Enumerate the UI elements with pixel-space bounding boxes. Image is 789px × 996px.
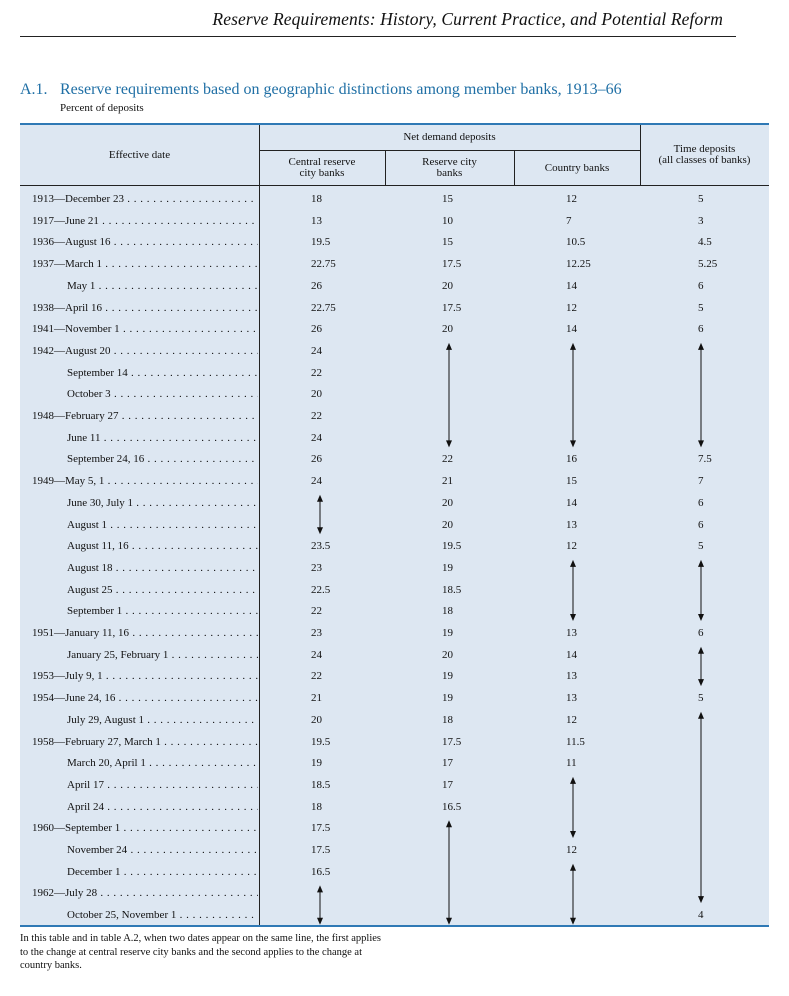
value-cell-rc: 20 xyxy=(442,518,453,531)
header-country-banks: Country banks xyxy=(544,161,610,174)
header-rule xyxy=(20,36,736,37)
value-cell-td: 6 xyxy=(698,496,704,509)
continuation-arrow xyxy=(698,343,704,448)
effective-date-cell: September 24, 16 . . . xyxy=(67,453,258,465)
value-cell-crc: 26 xyxy=(311,323,322,336)
value-cell-crc: 13 xyxy=(311,214,322,227)
value-cell-rc: 17 xyxy=(442,757,453,770)
effective-date-cell: April 24 . . . xyxy=(67,801,258,813)
continuation-arrow xyxy=(570,864,576,925)
value-cell-cb: 12 xyxy=(566,193,577,205)
value-cell-cb: 12 xyxy=(566,301,577,314)
effective-date-cell: 1954—June 24, 16 . . . xyxy=(32,692,258,704)
effective-date-cell: June 11 . . . xyxy=(67,432,258,444)
continuation-arrow xyxy=(317,495,323,534)
continuation-arrow xyxy=(570,343,576,448)
effective-date-cell: August 11, 16 . . . xyxy=(67,540,258,552)
value-cell-rc: 15 xyxy=(442,193,453,205)
effective-date-cell: 1942—August 20 . . . xyxy=(32,345,258,357)
value-cell-cb: 16 xyxy=(566,453,577,466)
continuation-arrow xyxy=(570,560,576,621)
value-cell-cb: 14 xyxy=(566,496,577,509)
value-cell-crc: 20 xyxy=(311,713,322,726)
effective-date-cell: 1962—July 28 . . . xyxy=(32,887,258,899)
table-number: A.1. xyxy=(20,81,48,98)
value-cell-crc: 17.5 xyxy=(311,822,331,835)
value-cell-crc: 19.5 xyxy=(311,236,331,249)
effective-date-cell: 1948—February 27 . . . xyxy=(32,410,258,422)
running-head: Reserve Requirements: History, Current Practice, and Potential Reform xyxy=(212,9,723,29)
value-cell-rc: 19 xyxy=(442,627,453,639)
value-cell-crc: 18.5 xyxy=(311,778,331,791)
continuation-arrow xyxy=(317,885,323,924)
value-cell-cb: 13 xyxy=(566,692,577,705)
value-cell-rc: 15 xyxy=(442,236,453,249)
value-cell-crc: 26 xyxy=(311,279,322,292)
value-cell-rc: 18 xyxy=(442,713,453,726)
value-cell-cb: 12 xyxy=(566,713,577,726)
value-cell-crc: 19 xyxy=(311,757,322,770)
continuation-arrow xyxy=(698,712,704,903)
value-cell-td: 6 xyxy=(698,279,704,292)
value-cell-cb: 7 xyxy=(566,214,572,227)
value-cell-rc: 22 xyxy=(442,453,453,466)
effective-date-cell: 1953—July 9, 1 . . . xyxy=(32,670,258,682)
value-cell-crc: 20 xyxy=(311,388,322,401)
value-cell-cb: 11 xyxy=(566,757,577,770)
value-cell-crc: 26 xyxy=(311,453,322,466)
value-cell-rc: 19 xyxy=(442,692,453,705)
value-cell-crc: 24 xyxy=(311,344,322,357)
continuation-arrow xyxy=(698,647,704,686)
effective-date-cell: 1938—April 16 . . . xyxy=(32,302,258,314)
value-cell-crc: 22.75 xyxy=(311,258,336,271)
header-line: Time deposits xyxy=(673,143,736,155)
effective-date-cell: August 25 . . . xyxy=(67,584,258,596)
value-cell-crc: 24 xyxy=(311,648,322,661)
value-cell-rc: 17.5 xyxy=(442,735,462,748)
effective-date-cell: July 29, August 1 . . . xyxy=(67,714,258,726)
value-cell-cb: 12 xyxy=(566,540,577,553)
continuation-arrow xyxy=(446,343,452,448)
value-cell-crc: 24 xyxy=(311,475,322,488)
reserve-requirements-table xyxy=(20,123,769,927)
effective-date-cell: October 25, November 1 . . . xyxy=(67,909,258,921)
header-line: banks xyxy=(436,167,463,179)
value-cell-rc: 17.5 xyxy=(442,258,462,271)
table-title-text: Reserve requirements based on geographic distinctions among member banks, 1913–66 xyxy=(60,81,622,98)
effective-date-cell: 1917—June 21 . . . xyxy=(32,215,258,227)
effective-date-cell: May 1 . . . xyxy=(67,280,258,292)
header-line: (all classes of banks) xyxy=(658,154,751,166)
value-cell-crc: 23.5 xyxy=(311,540,331,553)
effective-date-cell: March 20, April 1 . . . xyxy=(67,757,258,769)
effective-date-cell: 1941—November 1 . . . xyxy=(32,323,258,335)
value-cell-rc: 16.5 xyxy=(442,800,462,813)
value-cell-cb: 15 xyxy=(566,475,577,488)
value-cell-td: 3 xyxy=(698,214,704,227)
continuation-arrows xyxy=(20,125,769,925)
effective-date-cell: 1951—January 11, 16 . . . xyxy=(32,627,258,639)
value-cell-rc: 19 xyxy=(442,561,453,574)
continuation-arrow xyxy=(698,560,704,621)
value-cell-crc: 19.5 xyxy=(311,735,331,748)
value-cell-cb: 14 xyxy=(566,279,577,292)
value-cell-crc: 22.75 xyxy=(311,301,336,314)
header-net-demand-deposits: Net demand deposits xyxy=(403,131,496,143)
value-cell-cb: 13 xyxy=(566,518,577,531)
header-line: Central reserve xyxy=(288,156,356,168)
value-cell-cb: 12.25 xyxy=(566,258,591,271)
header-line: city banks xyxy=(299,167,345,179)
value-cell-td: 7.5 xyxy=(698,453,712,466)
effective-date-cell: April 17 . . . xyxy=(67,779,258,791)
value-cell-td: 4 xyxy=(698,909,704,922)
effective-date-cell: 1958—February 27, March 1 . . . xyxy=(32,736,258,748)
value-cell-crc: 18 xyxy=(311,193,322,205)
value-cell-crc: 24 xyxy=(311,431,322,444)
table-subtitle: Percent of deposits xyxy=(60,102,144,114)
value-cell-rc: 21 xyxy=(442,475,453,488)
continuation-arrow xyxy=(446,820,452,925)
value-cell-rc: 20 xyxy=(442,323,453,336)
value-cell-crc: 23 xyxy=(311,627,322,639)
value-cell-cb: 10.5 xyxy=(566,236,586,249)
effective-date-cell: September 1 . . . xyxy=(67,605,258,617)
value-cell-td: 6 xyxy=(698,627,704,639)
header-line: Reserve city xyxy=(422,156,477,168)
value-cell-rc: 20 xyxy=(442,648,453,661)
continuation-arrow xyxy=(570,777,576,838)
table-title xyxy=(20,81,622,99)
effective-date-cell: December 1 . . . xyxy=(67,866,258,878)
effective-date-cell: October 3 . . . xyxy=(67,388,258,400)
value-cell-cb: 14 xyxy=(566,648,577,661)
value-cell-rc: 17.5 xyxy=(442,301,462,314)
value-cell-cb: 12 xyxy=(566,844,577,856)
value-cell-rc: 18 xyxy=(442,605,453,618)
effective-date-cell: August 1 . . . xyxy=(67,519,258,531)
effective-date-cell: September 14 . . . xyxy=(67,367,258,379)
value-cell-cb: 13 xyxy=(566,670,577,683)
value-cell-crc: 22.5 xyxy=(311,583,331,596)
effective-date-cell: 1960—September 1 . . . xyxy=(32,822,258,834)
value-cell-crc: 18 xyxy=(311,800,322,813)
effective-date-cell: November 24 . . . xyxy=(67,844,258,856)
value-cell-td: 5.25 xyxy=(698,258,718,271)
value-cell-crc: 22 xyxy=(311,410,322,422)
value-cell-td: 5 xyxy=(698,692,704,705)
value-cell-crc: 21 xyxy=(311,692,322,705)
value-cell-crc: 22 xyxy=(311,366,322,379)
value-cell-td: 5 xyxy=(698,193,704,205)
value-cell-crc: 22 xyxy=(311,670,322,683)
value-cell-td: 5 xyxy=(698,301,704,314)
effective-date-cell: January 25, February 1 . . . xyxy=(67,649,258,661)
value-cell-td: 6 xyxy=(698,518,704,531)
effective-date-cell: 1913—December 23 . . . xyxy=(32,193,258,205)
effective-date-cell: 1936—August 16 . . . xyxy=(32,236,258,248)
value-cell-rc: 19.5 xyxy=(442,540,462,553)
value-cell-td: 7 xyxy=(698,475,704,488)
effective-date-cell: 1949—May 5, 1 . . . xyxy=(32,475,258,487)
value-cell-crc: 22 xyxy=(311,605,322,618)
value-cell-td: 5 xyxy=(698,540,704,553)
value-cell-rc: 19 xyxy=(442,670,453,683)
value-cell-cb: 13 xyxy=(566,627,577,639)
value-cell-rc: 10 xyxy=(442,214,453,227)
value-cell-rc: 20 xyxy=(442,496,453,509)
value-cell-td: 6 xyxy=(698,323,704,336)
value-cell-crc: 23 xyxy=(311,561,322,574)
value-cell-rc: 17 xyxy=(442,778,453,791)
value-cell-crc: 16.5 xyxy=(311,865,331,878)
value-cell-rc: 20 xyxy=(442,279,453,292)
effective-date-cell: 1937—March 1 . . . xyxy=(32,258,258,270)
value-cell-cb: 14 xyxy=(566,323,577,336)
value-cell-cb: 11.5 xyxy=(566,735,585,748)
value-cell-crc: 17.5 xyxy=(311,844,331,856)
value-cell-td: 4.5 xyxy=(698,236,712,249)
header-effective-date: Effective date xyxy=(108,148,171,161)
value-cell-rc: 18.5 xyxy=(442,583,462,596)
effective-date-cell: August 18 . . . xyxy=(67,562,258,574)
effective-date-cell: June 30, July 1 . . . xyxy=(67,497,258,509)
table-footnote: In this table and in table A.2, when two dates appear on the same line, the first applies to the change at central reserve city banks and the second applies to the change at country banks. xyxy=(20,933,381,971)
